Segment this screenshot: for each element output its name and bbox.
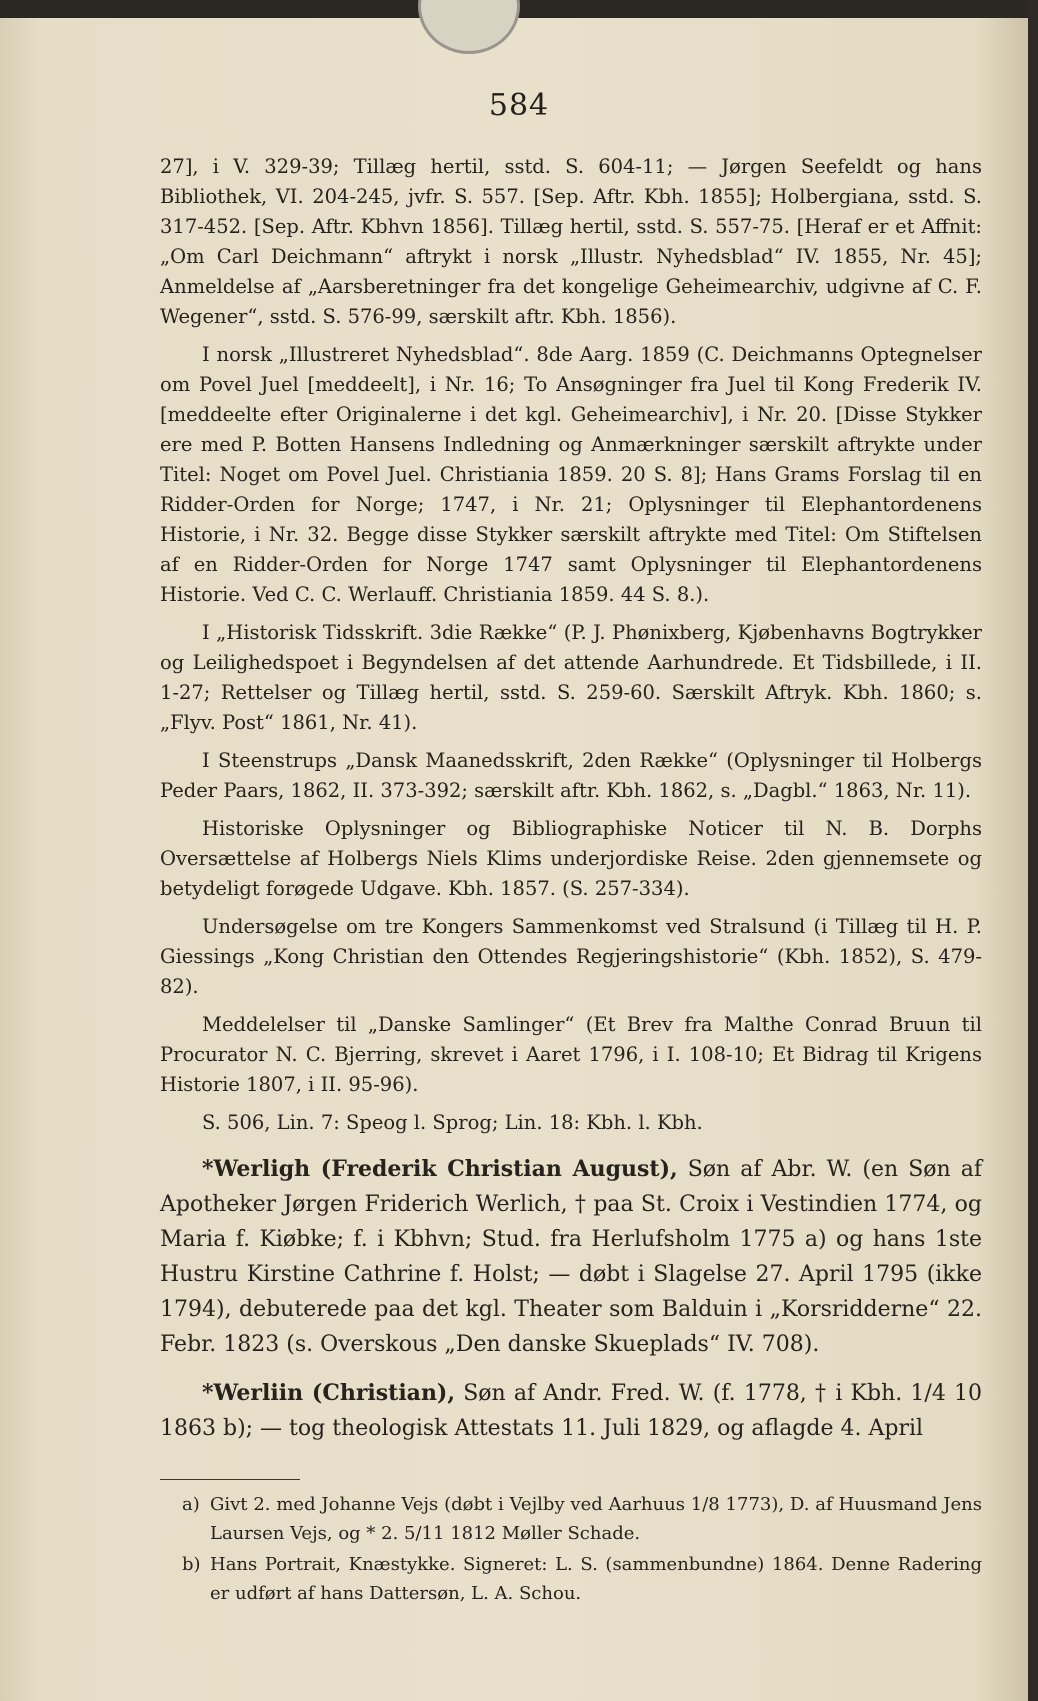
entry-werliin: [160, 1376, 982, 1446]
footnote: [182, 1550, 982, 1608]
paragraph-undersogelse: Undersøgelse om tre Kongers Sammenkomst ved Stralsund (i Tillæg til H. P. Giessings „Kong Christian den Ottendes Regjeringshistorie“ (Kbh. 1852), S. 479-82).: [160, 915, 982, 998]
footnote-label: a): [182, 1494, 200, 1515]
footnote-text: Givt 2. med Johanne Vejs (døbt i Vejlby ved Aarhuus 1/8 1773), D. af Huusmand Jens Laursen Vejs, og * 2. 5/11 1812 Møller Schade.: [210, 1494, 982, 1544]
page-number: 584: [488, 88, 550, 123]
paragraph-historisk-tidsskrift: I „Historisk Tidsskrift. 3die Række“ (P. J. Phønixberg, Kjøbenhavns Bogtrykker og Leilighedspoet i Begyndelsen af det attende Aarhundrede. Et Tidsbillede, i II. 1-27; Rettelser og Tillæg hertil, sstd. S. 259-60. Særskilt Aftryk. Kbh. 1860; s. „Flyv. Post“ 1861, Nr. 41).: [160, 621, 982, 734]
scan-right-edge: [1028, 0, 1038, 1701]
footnote-rule: [160, 1479, 300, 1480]
paragraph-meddelelser: Meddelelser til „Danske Samlinger“ (Et Brev fra Malthe Conrad Bruun til Procurator N. C. Bjerring, skrevet i Aaret 1796, i I. 108-10; Et Bidrag til Krigens Historie 1807, i II. 95-96).: [160, 1013, 982, 1096]
paragraph-maanedsskrift: I Steenstrups „Dansk Maanedsskrift, 2den Række“ (Oplysninger til Holbergs Peder Paars, 1862, II. 373-392; særskilt aftr. Kbh. 1862, s. „Dagbl.“ 1863, Nr. 11).: [160, 749, 982, 802]
footnote-label: b): [182, 1554, 201, 1575]
footnote-text: Hans Portrait, Knæstykke. Signeret: L. S. (sammenbundne) 1864. Denne Radering er udført af hans Dattersøn, L. A. Schou.: [210, 1554, 982, 1604]
paragraph-illustreret-nyhedsblad: I norsk „Illustreret Nyhedsblad“. 8de Aarg. 1859 (C. Deichmanns Optegnelser om Povel Juel [meddeelt], i Nr. 16; To Ansøgninger fra Juel til Kong Frederik IV. [meddeelte efter Originalerne i det kgl. Geheimearchiv], i Nr. 20. [Disse Stykker ere med P. Botten Hansens Indledning og Anmærkninger særskilt aftrykte under Titel: Noget om Povel Juel. Christiania 1859. 20 S. 8]; Hans Grams Forslag til en Ridder-Orden for Norge; 1747, i Nr. 21; Oplysninger til Elephantordenens Historie, i Nr. 32. Begge disse Stykker særskilt aftrykte med Titel: Om Stiftelsen af en Ridder-Orden for Norge 1747 samt Oplysninger til Elephantordenens Historie. Ved C. C. Werlauff. Christiania 1859. 44 S. 8.).: [160, 343, 982, 606]
entry-head: *Werligh (Frederik Christian August),: [202, 1156, 678, 1182]
entry-head: *Werliin (Christian),: [202, 1380, 456, 1406]
scanner-clip: [418, 0, 520, 54]
paragraph-errata: S. 506, Lin. 7: Speog l. Sprog; Lin. 18: Kbh. l. Kbh.: [202, 1111, 703, 1134]
entry-text: Søn af Andr. Fred. W. (f. 1778, † i Kbh. 1/4 10 1863 b); — tog theologisk Attestats 11. Juli 1829, og aflagde 4. April: [160, 1381, 982, 1441]
paragraph-continuation: 27], i V. 329-39; Tillæg hertil, sstd. S. 604-11; — Jørgen Seefeldt og hans Bibliothek, VI. 204-245, jvfr. S. 557. [Sep. Aftr. Kbh. 1855]; Holbergiana, sstd. S. 317-452. [Sep. Aftr. Kbhvn 1856]. Tillæg hertil, sstd. S. 557-75. [Heraf er et Affnit: „Om Carl Deichmann“ aftrykt i norsk „Illustr. Nyhedsblad“ IV. 1855, Nr. 45]; Anmeldelse af „Aarsberetninger fra det kongelige Geheimearchiv, udgivne af C. F. Wegener“, sstd. S. 576-99, særskilt aftr. Kbh. 1856).: [160, 155, 982, 328]
entry-werligh: [160, 1152, 982, 1362]
footnotes: [182, 1490, 982, 1610]
footnote: [182, 1490, 982, 1548]
paragraph-oplysninger: Historiske Oplysninger og Bibliographiske Noticer til N. B. Dorphs Oversættelse af Holbergs Niels Klims underjordiske Reise. 2den gjennemsete og betydeligt forøgede Udgave. Kbh. 1857. (S. 257-334).: [160, 817, 982, 900]
entry-text: Søn af Abr. W. (en Søn af Apotheker Jørgen Friderich Werlich, † paa St. Croix i Vestindien 1774, og Maria f. Kiøbke; f. i Kbhvn; Stud. fra Herlufsholm 1775 a) og hans 1ste Hustru Kirstine Cathrine f. Holst; — døbt i Slagelse 27. April 1795 (ikke 1794), debuterede paa det kgl. Theater som Balduin i „Korsridderne“ 22. Febr. 1823 (s. Overskous „Den danske Skueplads“ IV. 708).: [160, 1157, 983, 1357]
main-text: [160, 152, 982, 1454]
